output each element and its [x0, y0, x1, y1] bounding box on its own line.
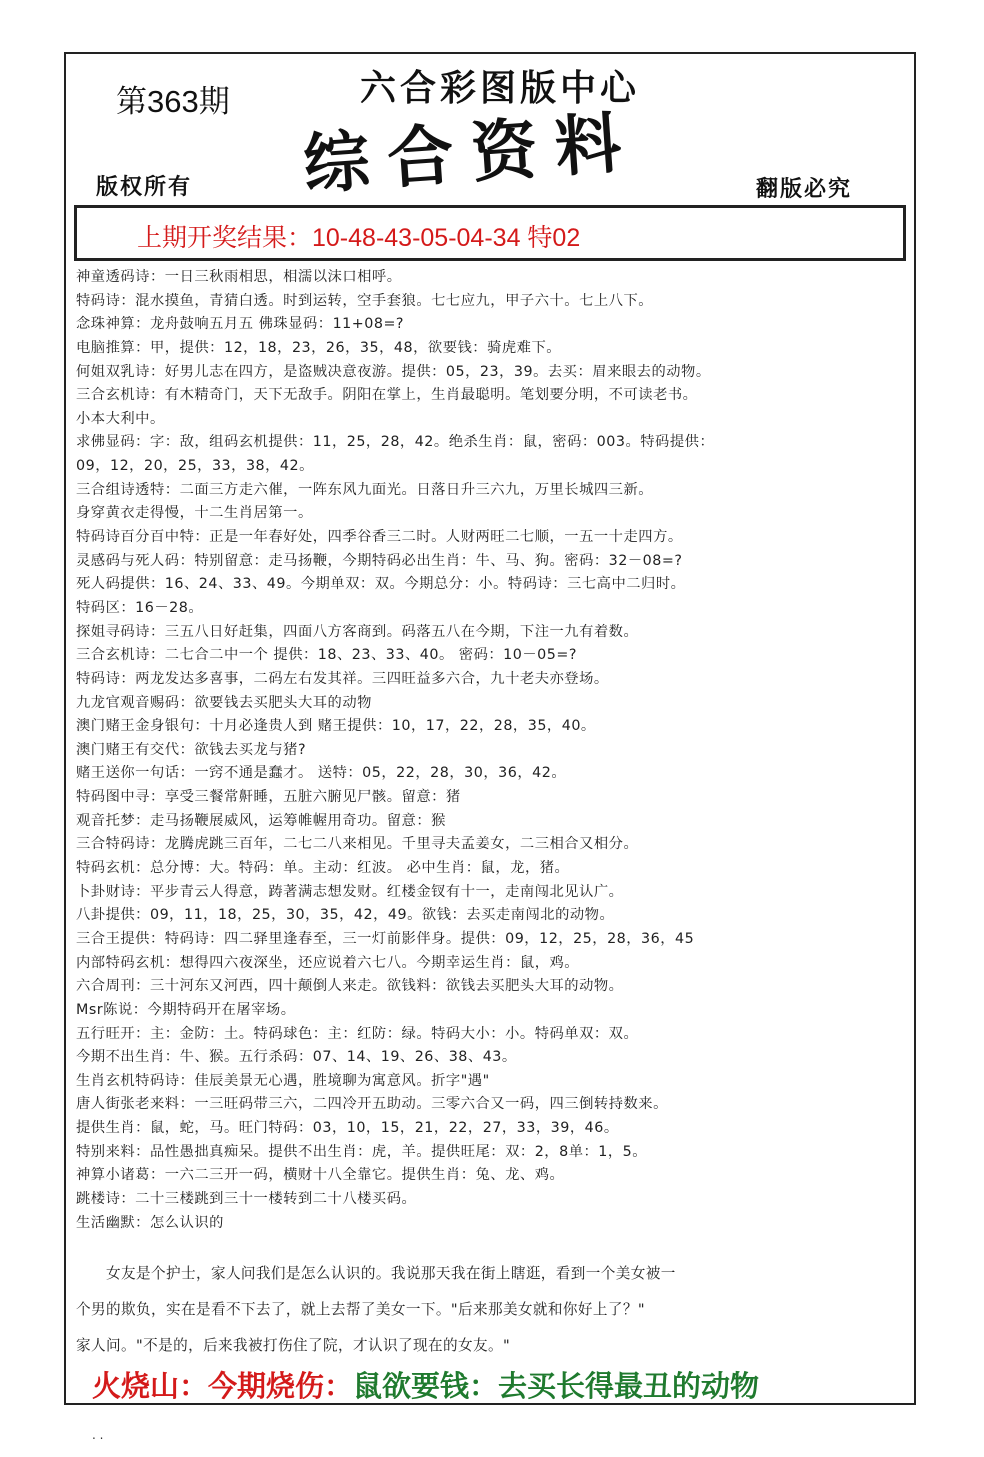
- tip-line: 赌王送你一句话：一窍不通是蠢才。 送特：05，22，28，30，36，42。: [76, 765, 567, 782]
- tip-line: 六合周刊：三十河东又河西，四十颠倒人来走。欲钱料：欲钱去买肥头大耳的动物。: [76, 978, 624, 995]
- banner-part1: 火烧山：今期烧伤：: [92, 1369, 354, 1403]
- tip-line: 生肖玄机特码诗：佳辰美景无心遇，胜境聊为寓意风。折字"遇": [76, 1072, 490, 1089]
- humor-story: [76, 1256, 906, 1364]
- last-result-box: [74, 205, 906, 261]
- tip-line: 特码玄机：总分博：大。特码：单。主动：红波。 必中生肖：鼠，龙，猪。: [76, 860, 570, 877]
- tip-line: Msr陈说：今期特码开在屠宰场。: [76, 1001, 296, 1018]
- story-line: 女友是个护士，家人问我们是怎么认识的。我说那天我在街上瞎逛，看到一个美女被一: [76, 1265, 676, 1282]
- tip-line: 八卦提供：09，11，18，25，30，35，42，49。欲钱：去买走南闯北的动物。: [76, 907, 615, 924]
- last-result-text: 上期开奖结果：10-48-43-05-04-34 特02: [137, 224, 581, 252]
- big-title: 综合资料: [300, 102, 642, 204]
- tip-line: 三合玄机诗：二七合二中一个 提供：18、23、33、40。 密码：10－05=?: [76, 647, 577, 664]
- tip-line: 提供生肖：鼠，蛇，马。旺门特码：03，10，15，21，22，27，33，39，46。: [76, 1120, 619, 1137]
- tip-line: 三合玄机诗：有木精奇门，天下无敌手。阴阳在掌上，生肖最聪明。笔划要分明，不可读老书。: [76, 387, 698, 404]
- tip-line: 澳门赌王金身银句：十月必逢贵人到 赌王提供：10，17，22，28，35，40。: [76, 718, 596, 735]
- tip-line: 内部特码玄机：想得四六夜深坐，还应说着六七八。今期幸运生肖：鼠，鸡。: [76, 954, 580, 971]
- tip-line: 特码区：16－28。: [76, 599, 204, 616]
- tip-line: 死人码提供：16、24、33、49。今期单双：双。今期总分：小。特码诗：三七高中二归时。: [76, 576, 686, 593]
- tip-line: 电脑推算：甲，提供：12，18，23，26，35，48，欲要钱：骑虎难下。: [76, 339, 562, 356]
- tip-line: 唐人街张老来料：一三旺码带三六，二四冷开五助动。三零六合又一码，四三倒转持数来。: [76, 1096, 668, 1113]
- tip-line: 念珠神算：龙舟鼓响五月五 佛珠显码：11+08=?: [76, 316, 405, 333]
- tip-line: 神算小诸葛：一六二三开一码，横财十八全靠它。提供生肖：兔、龙、鸡。: [76, 1167, 565, 1184]
- tip-line: 何姐双乳诗：好男儿志在四方，是盗贼决意夜游。提供：05，23，39。去买：眉来眼去的动物。: [76, 363, 711, 380]
- tip-line: 澳门赌王有交代：欲钱去买龙与猪?: [76, 741, 307, 758]
- story-line: 个男的欺负，实在是看不下去了，就上去帮了美女一下。"后来那美女就和你好上了？": [76, 1301, 645, 1318]
- tip-line: 小本大利中。: [76, 410, 165, 427]
- tip-line: 三合组诗透特：二面三方走六催，一阵东风九面光。日落日升三六九，万里长城四三新。: [76, 481, 654, 498]
- tip-line: 特码图中寻：享受三餐常鼾睡，五脏六腑见尸骸。留意：猪: [76, 789, 461, 806]
- issue-number: 第363期: [116, 84, 230, 119]
- tip-line: 三合王提供：特码诗：四二驿里逢春至，三一灯前影伴身。提供：09，12，25，28，36，45: [76, 930, 695, 947]
- tip-line: 五行旺开：主：金防：土。特码球色：主：红防：绿。特码大小：小。特码单双：双。: [76, 1025, 639, 1042]
- banner-part2: 鼠: [353, 1369, 383, 1403]
- tip-line: 特别来料：品性愚拙真痴呆。提供不出生肖：虎，羊。提供旺尾：双：2，8单：1，5。: [76, 1143, 648, 1160]
- tip-line: 观音托梦：走马扬鞭展威风，运筹帷幄用奇功。留意：猴: [76, 812, 446, 829]
- copyright-tag: 版权所有: [96, 174, 193, 200]
- piracy-warning-tag: 翻版必究: [756, 176, 853, 202]
- bottom-banner: [92, 1364, 759, 1405]
- banner-part3: 欲要钱：去买长得最丑的动物: [382, 1369, 760, 1403]
- tip-line: 特码诗：两龙发达多喜事，二码左右发其祥。三四旺益多六合，九十老夫亦登场。: [76, 670, 609, 687]
- tip-line: 今期不出生肖：牛、猴。五行杀码：07、14、19、26、38、43。: [76, 1049, 517, 1066]
- tip-line: 九龙官观音赐码：欲要钱去买肥头大耳的动物: [76, 694, 372, 711]
- tip-line: 特码诗：混水摸鱼，青猜白透。时到运转，空手套狼。七七应九，甲子六十。七上八下。: [76, 292, 654, 309]
- tip-line: 身穿黄衣走得慢，十二生肖居第一。: [76, 505, 313, 522]
- center-title: 六合彩图版中心: [360, 67, 641, 109]
- tip-line: 三合特码诗：龙腾虎跳三百年，二七二八来相见。千里寻夫孟姜女，二三相合又相分。: [76, 836, 639, 853]
- tip-line: 跳楼诗：二十三楼跳到三十一楼转到二十八楼买码。: [76, 1190, 417, 1207]
- story-line: 家人问。"不是的，后来我被打伤住了院，才认识了现在的女友。": [76, 1337, 511, 1354]
- tips-content: [76, 266, 906, 1235]
- tip-line: 求佛显码：字：敌，组码玄机提供：11，25，28，42。绝杀生肖：鼠，密码：003。特码提供：: [76, 434, 715, 451]
- footer-dots: . .: [92, 1428, 104, 1442]
- tip-line: 灵感码与死人码：特别留意：走马扬鞭，今期特码必出生肖：牛、马、狗。密码：32－08=?: [76, 552, 683, 569]
- tip-line: 神童透码诗：一日三秋雨相思，相濡以沫口相呼。: [76, 269, 402, 285]
- tip-line: 09，12，20，25，33，38，42。: [76, 458, 314, 475]
- tip-line: 探姐寻码诗：三五八日好赶集，四面八方客商到。码落五八在今期，下注一九有着数。: [76, 623, 639, 640]
- tip-line: 特码诗百分百中特：正是一年春好处，四季谷香三二时。人财两旺二七顺，一五一十走四方。: [76, 529, 683, 546]
- tip-line: 卜卦财诗：平步青云人得意，踌著满志想发财。红楼金钗有十一，走南闯北见认广。: [76, 883, 624, 900]
- tip-line: 生活幽默：怎么认识的: [76, 1214, 224, 1231]
